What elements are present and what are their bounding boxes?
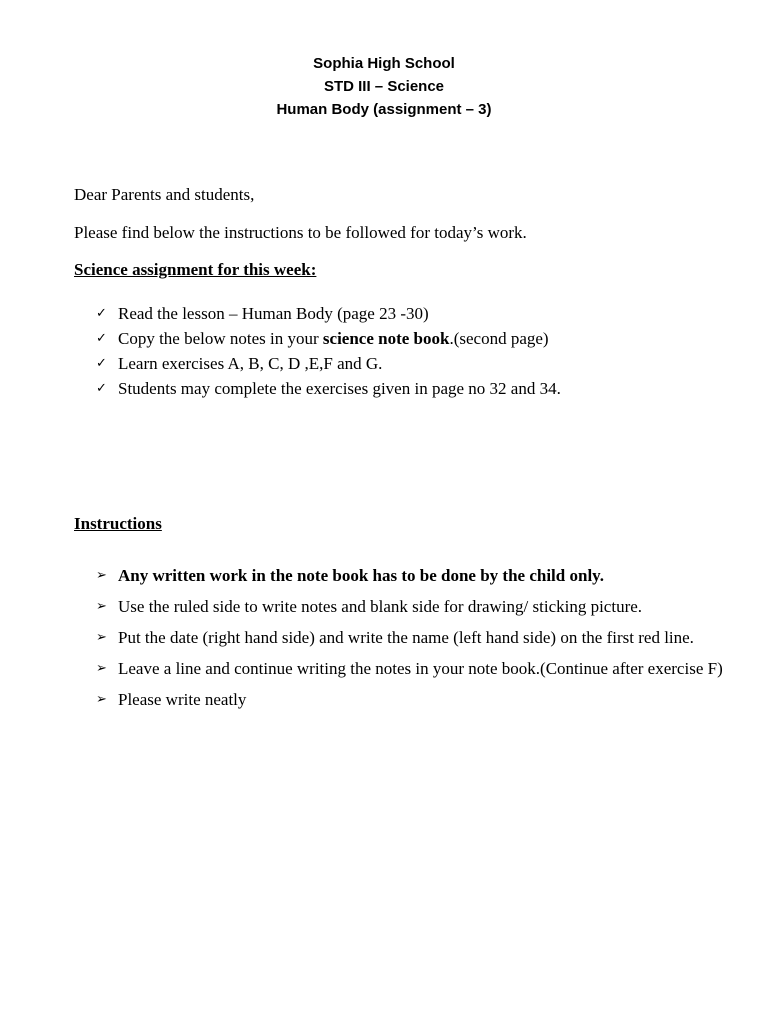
checkmark-icon: ✓ xyxy=(96,331,107,346)
checklist-item-text: Read the lesson – Human Body (page 23 -30) xyxy=(118,304,429,323)
instruction-item xyxy=(96,591,736,622)
class-subject: STD III – Science xyxy=(323,78,445,95)
instruction-item xyxy=(96,622,736,653)
instructions-list xyxy=(96,560,736,715)
checklist-item-text xyxy=(118,329,549,349)
arrow-bullet-icon: ➢ xyxy=(96,568,107,583)
instruction-item xyxy=(96,560,736,591)
checkmark-icon: ✓ xyxy=(96,306,107,321)
arrow-bullet-icon: ➢ xyxy=(96,599,107,614)
checkmark-icon: ✓ xyxy=(96,381,107,396)
instruction-text: Any written work in the note book has to be done by the child only. xyxy=(118,566,604,585)
assignment-heading: Science assignment for this week: xyxy=(74,260,317,279)
instruction-item xyxy=(96,684,736,715)
greeting: Dear Parents and students, xyxy=(74,185,255,204)
checklist-item-text-start: Copy the below notes in your xyxy=(118,329,323,348)
document-header xyxy=(0,52,768,121)
checklist-item xyxy=(96,354,756,379)
arrow-bullet-icon: ➢ xyxy=(96,630,107,645)
science-note-book-emphasis: science note book xyxy=(322,329,450,348)
checklist-item-text: Learn exercises A, B, C, D ,E,F and G. xyxy=(118,354,383,373)
instruction-text: Leave a line and continue writing the notes in your note book.(Continue after exercise F) xyxy=(118,659,723,678)
instructions-heading: Instructions xyxy=(74,514,162,533)
arrow-bullet-icon: ➢ xyxy=(96,661,107,676)
checkmark-icon: ✓ xyxy=(96,356,107,371)
checklist-item xyxy=(96,304,756,329)
assignment-title: Human Body (assignment – 3) xyxy=(276,101,492,118)
instruction-text: Put the date (right hand side) and write the name (left hand side) on the first red line. xyxy=(118,628,694,647)
instruction-item xyxy=(96,653,736,684)
checklist-item-text: Students may complete the exercises given in page no 32 and 34. xyxy=(118,379,561,398)
arrow-bullet-icon: ➢ xyxy=(96,692,107,707)
checklist-item xyxy=(96,379,756,404)
intro-text: Please find below the instructions to be followed for today’s work. xyxy=(74,223,527,242)
checklist-item-text-end: .(second page) xyxy=(449,329,549,348)
assignment-checklist xyxy=(96,304,756,404)
checklist-item xyxy=(96,329,756,354)
instruction-text: Please write neatly xyxy=(118,690,247,709)
school-name: Sophia High School xyxy=(313,55,455,72)
instruction-text: Use the ruled side to write notes and blank side for drawing/ sticking picture. xyxy=(118,597,643,616)
